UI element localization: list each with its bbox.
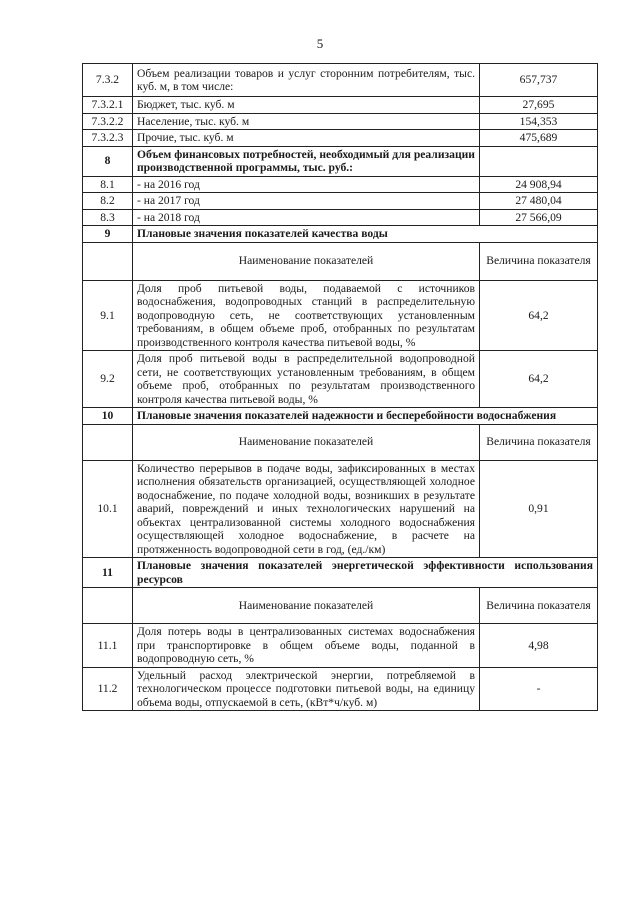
row-description: Население, тыс. куб. м: [133, 113, 480, 130]
row-description: Количество перерывов в подаче воды, зафиксированных в местах исполнения обязательств организацией, осуществляющей холодное водоснабжение, по подаче холодной воды, возникших в результате аварий, повреждений и иных технологических нарушений на объектах централизованной системы холодного водоснабжения осуществляющей холодное водоснабжение, в расчете на протяженность водопроводной сети в год, (ед./км): [133, 460, 480, 558]
header-value: Величина показателя: [480, 588, 598, 624]
section-10-heading: [83, 408, 598, 425]
header-blank-cell: [83, 424, 133, 460]
table-row: [83, 64, 598, 97]
row-value: 24 908,94: [480, 176, 598, 193]
row-value: -: [480, 667, 598, 711]
table-row: [83, 351, 598, 408]
row-number: 8.2: [83, 193, 133, 210]
program-table: [82, 63, 598, 711]
section-number: 8: [83, 146, 133, 176]
row-value: 475,689: [480, 130, 598, 147]
header-value: Величина показателя: [480, 424, 598, 460]
row-value: 64,2: [480, 280, 598, 351]
row-number: 8.3: [83, 209, 133, 226]
row-value: 4,98: [480, 624, 598, 668]
row-number: 9.2: [83, 351, 133, 408]
row-number: 11.2: [83, 667, 133, 711]
header-blank-cell: [83, 588, 133, 624]
row-description: Бюджет, тыс. куб. м: [133, 97, 480, 114]
row-description: Доля проб питьевой воды, подаваемой с источников водоснабжения, водопроводных станций в распределительную водопроводную сеть, не соответствующих установленным требованиям, в общем объеме проб, отобранных по результатам производственного контроля качества питьевой воды, %: [133, 280, 480, 351]
row-value: 657,737: [480, 64, 598, 97]
section-9-heading: [83, 226, 598, 243]
header-value: Величина показателя: [480, 242, 598, 280]
header-name: Наименование показателей: [133, 424, 480, 460]
table-row: [83, 667, 598, 711]
row-description: - на 2017 год: [133, 193, 480, 210]
row-description: Прочие, тыс. куб. м: [133, 130, 480, 147]
section-title: Плановые значения показателей энергетической эффективности использования ресурсов: [133, 558, 598, 588]
row-description: Удельный расход электрической энергии, потребляемой в технологическом процессе подготовки питьевой воды, на единицу объема воды, отпускаемой в сеть, (кВт*ч/куб. м): [133, 667, 480, 711]
row-description: - на 2018 год: [133, 209, 480, 226]
row-description: Объем реализации товаров и услуг сторонним потребителям, тыс. куб. м, в том числе:: [133, 64, 480, 97]
table-row: [83, 97, 598, 114]
section-8-heading: [83, 146, 598, 176]
page-number: 5: [316, 36, 324, 51]
row-value: 154,353: [480, 113, 598, 130]
row-number: 7.3.2.3: [83, 130, 133, 147]
header-name: Наименование показателей: [133, 588, 480, 624]
row-value: 27 480,04: [480, 193, 598, 210]
row-number: 11.1: [83, 624, 133, 668]
row-value: 27 566,09: [480, 209, 598, 226]
header-blank-cell: [83, 242, 133, 280]
table-row: [83, 209, 598, 226]
table-row: [83, 113, 598, 130]
table-row: [83, 624, 598, 668]
row-value: 64,2: [480, 351, 598, 408]
column-header-row: [83, 588, 598, 624]
row-value: 0,91: [480, 460, 598, 558]
table-row: [83, 130, 598, 147]
column-header-row: [83, 242, 598, 280]
section-title: Объем финансовых потребностей, необходимый для реализации производственной программы, тыс. руб.:: [133, 146, 480, 176]
table-row: [83, 280, 598, 351]
section-11-heading: [83, 558, 598, 588]
section-number: 10: [83, 408, 133, 425]
row-number: 7.3.2.2: [83, 113, 133, 130]
row-description: Доля потерь воды в централизованных системах водоснабжения при транспортировке в общем объеме воды, поданной в водопроводную сеть, %: [133, 624, 480, 668]
row-number: 7.3.2: [83, 64, 133, 97]
row-number: 7.3.2.1: [83, 97, 133, 114]
column-header-row: [83, 424, 598, 460]
row-number: 8.1: [83, 176, 133, 193]
row-description: - на 2016 год: [133, 176, 480, 193]
table-row: [83, 176, 598, 193]
table-row: [83, 460, 598, 558]
section-value-cell: [480, 146, 598, 176]
row-description: Доля проб питьевой воды в распределительной водопроводной сети, не соответствующих установленным требованиям, в общем объеме проб, отобранных по результатам производственного контроля качества питьевой воды, %: [133, 351, 480, 408]
section-number: 9: [83, 226, 133, 243]
header-name: Наименование показателей: [133, 242, 480, 280]
row-number: 9.1: [83, 280, 133, 351]
row-number: 10.1: [83, 460, 133, 558]
section-title: Плановые значения показателей надежности и бесперебойности водоснабжения: [133, 408, 598, 425]
row-value: 27,695: [480, 97, 598, 114]
section-number: 11: [83, 558, 133, 588]
table-row: [83, 193, 598, 210]
section-title: Плановые значения показателей качества воды: [133, 226, 598, 243]
